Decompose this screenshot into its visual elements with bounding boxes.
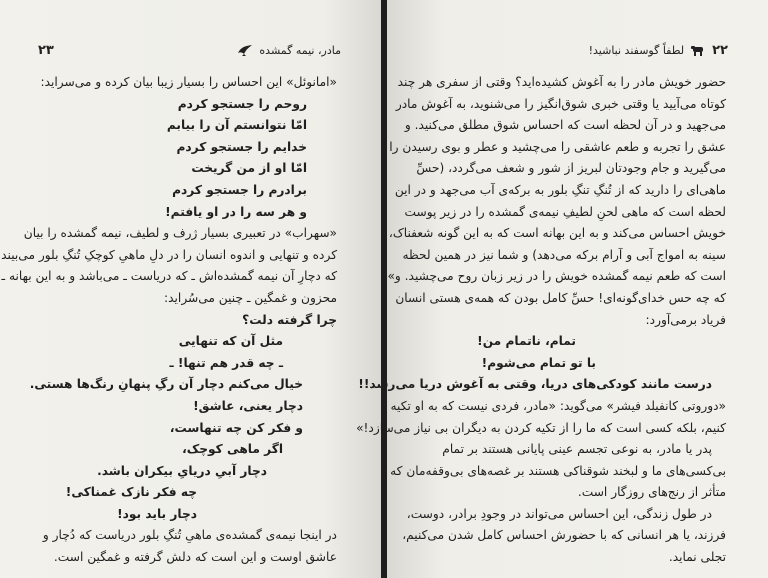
poem-line: امّا نتوانستم آن را بیابم [166, 118, 307, 133]
poem-line: روحم را جستجو کردم [177, 96, 307, 111]
poem-line: امّا او از من گریخت [191, 161, 307, 176]
text-line: می‌گیرید و جام وجودتان لبریز از شور و شعف می‌گردد، (حسِّ [416, 161, 726, 176]
text-line: در طول زندگی، این احساس می‌تواند در وجودِ برادر، دوست، [406, 506, 712, 521]
text-line: عشق را تجربه و طعم عاشقی را می‌چشید و عطر و بوی رسیدن را [389, 139, 726, 154]
text-line: کوتاه می‌آیید یا وقتی خبری شوق‌انگیز را می‌شنوید، به آغوش مادر [395, 96, 726, 111]
text-line: فریاد برمی‌آورد: [645, 312, 726, 327]
right-page-number: ۲۲ [712, 42, 728, 58]
left-page-body [1, 72, 337, 569]
left-page [0, 0, 381, 578]
text-line: حضور خویش مادر را به آغوش کشیده‌اید؟ وقتی از سفری هر چند [397, 75, 726, 89]
poem-line: اگر ماهی کوچک، [182, 442, 283, 457]
left-header-title: مادر، نیمه گمشده [259, 43, 341, 57]
right-page-body [356, 72, 726, 569]
text-line: ماهی‌ای را دارید که از تُنگِ تنگِ بلور به برکه‌ی آب می‌جهد و در این [394, 182, 726, 197]
poem-line: مثل آن که تنهایی [178, 334, 283, 349]
text-line: که چه حس خدای‌گونه‌ای! حسِّ کامل بودن که همه‌ی هستی انسان [395, 290, 726, 305]
poem-line: و فکر کن چه تنهاست، [169, 420, 303, 435]
poem-line: خدایم را جستجو کردم [176, 139, 307, 154]
text-line: عاشق اوست و این است که دلش گرفته و غمگین است. [53, 550, 337, 565]
text-line: می‌جهید و در آن لحظه است که احساس شوق مطلق می‌کنید. و [404, 118, 726, 133]
text-line: فرزند، یا هر انسانی که با حضورش احساس کامل شدن می‌کنیم، [402, 528, 726, 543]
text-line: «سهراب» در تعبیری بسیار ژرف و لطیف، نیمه گمشده را بیان [23, 226, 337, 241]
text-line: «امانوئل» این احساس را بسیار زیبا بیان کرده و می‌سراید: [40, 75, 337, 89]
poem-line: برادرم را جستجو کردم [172, 182, 307, 197]
left-header-title-group [237, 44, 341, 57]
text-line: خویش احساس می‌کند و به این بهانه است که به این گونه شعفناک، [388, 226, 726, 241]
poem-line: چرا گرفته دلت؟ [242, 312, 337, 327]
text-line: درست مانند کودکی‌های دریا، وقتی به آغوش دریا می‌رسد!! [358, 377, 712, 392]
poem-line: چه فکر نازک غمناکی! [65, 485, 197, 500]
text-line: در اینجا نیمه‌ی گمشده‌ی ماهیِ تُنگِ بلور دریاست که دُچار و [42, 528, 337, 543]
quote-line: «دوروتی کانفیلد فیشر» می‌گوید: «مادر، فردی نیست که به او تکیه [390, 398, 726, 413]
right-header-title: لطفاً گوسفند نباشید! [588, 43, 685, 57]
poem-line: ـ چه قدر هم تنها! ـ [169, 355, 283, 370]
poem-line: دچار باید بود! [117, 506, 197, 521]
text-line: متأثر از رنج‌های روزگار است. [577, 485, 726, 500]
bird-ornament-icon [237, 44, 253, 56]
text-line: تجلی نماید. [668, 550, 726, 565]
poem-line: و هر سه را در او یافتم! [165, 204, 307, 219]
text-line: بی‌کسی‌های ما و لبخند شوقناکی هستند بر غصه‌های بی‌وقفه‌مان که [390, 463, 726, 478]
right-page-header [427, 40, 728, 60]
sheep-ornament-icon [690, 44, 706, 56]
right-page [356, 0, 768, 578]
text-line: لحظه است که ماهی لحنِ لطیفِ نیمه‌ی گمشده را در زیر پوست [404, 204, 726, 219]
text-line: کرده و تنهایی و اندوه انسان را در دلِ ماهیِ کوچکِ تُنگِ بلور می‌بیند [1, 247, 337, 262]
left-page-number: ۲۳ [38, 42, 54, 58]
quote-line: کنیم، بلکه کسی است که ما را از تکیه کردن به دیگران بی نیاز می‌سازد!» [356, 420, 726, 435]
poem-line: دچار آبیِ دریایِ بیکران باشد. [97, 463, 267, 478]
text-line: محزون و غمگین ـ چنین می‌سُراید: [164, 290, 337, 305]
poem-line: خیال می‌کنم دچار آن رگِ پنهانِ رنگ‌ها هستی. [29, 377, 303, 392]
text-line: پدر یا مادر، به نوعی تجسم عینی پایانی هستند بر تمام [442, 442, 712, 457]
text-line: سینه به امواج آبی و آرام برکه می‌دهد) و شما نیز در همین لحظه [402, 247, 726, 262]
text-line: است که طعم نیمه گمشده خویش را در زیر زبان روح می‌چشید. و» [387, 269, 726, 284]
poem-line: تمام، ناتمام من! [477, 334, 576, 349]
right-header-title-group [589, 43, 728, 58]
text-line: که دچارِ آن نیمه گمشده‌اش ـ که دریاست ـ می‌باشد و به این بهانه ـ [1, 269, 337, 284]
poem-line: با تو تمام می‌شوم! [481, 355, 596, 370]
poem-line: دچار یعنی، عاشق! [193, 398, 303, 413]
left-page-header [38, 40, 341, 60]
